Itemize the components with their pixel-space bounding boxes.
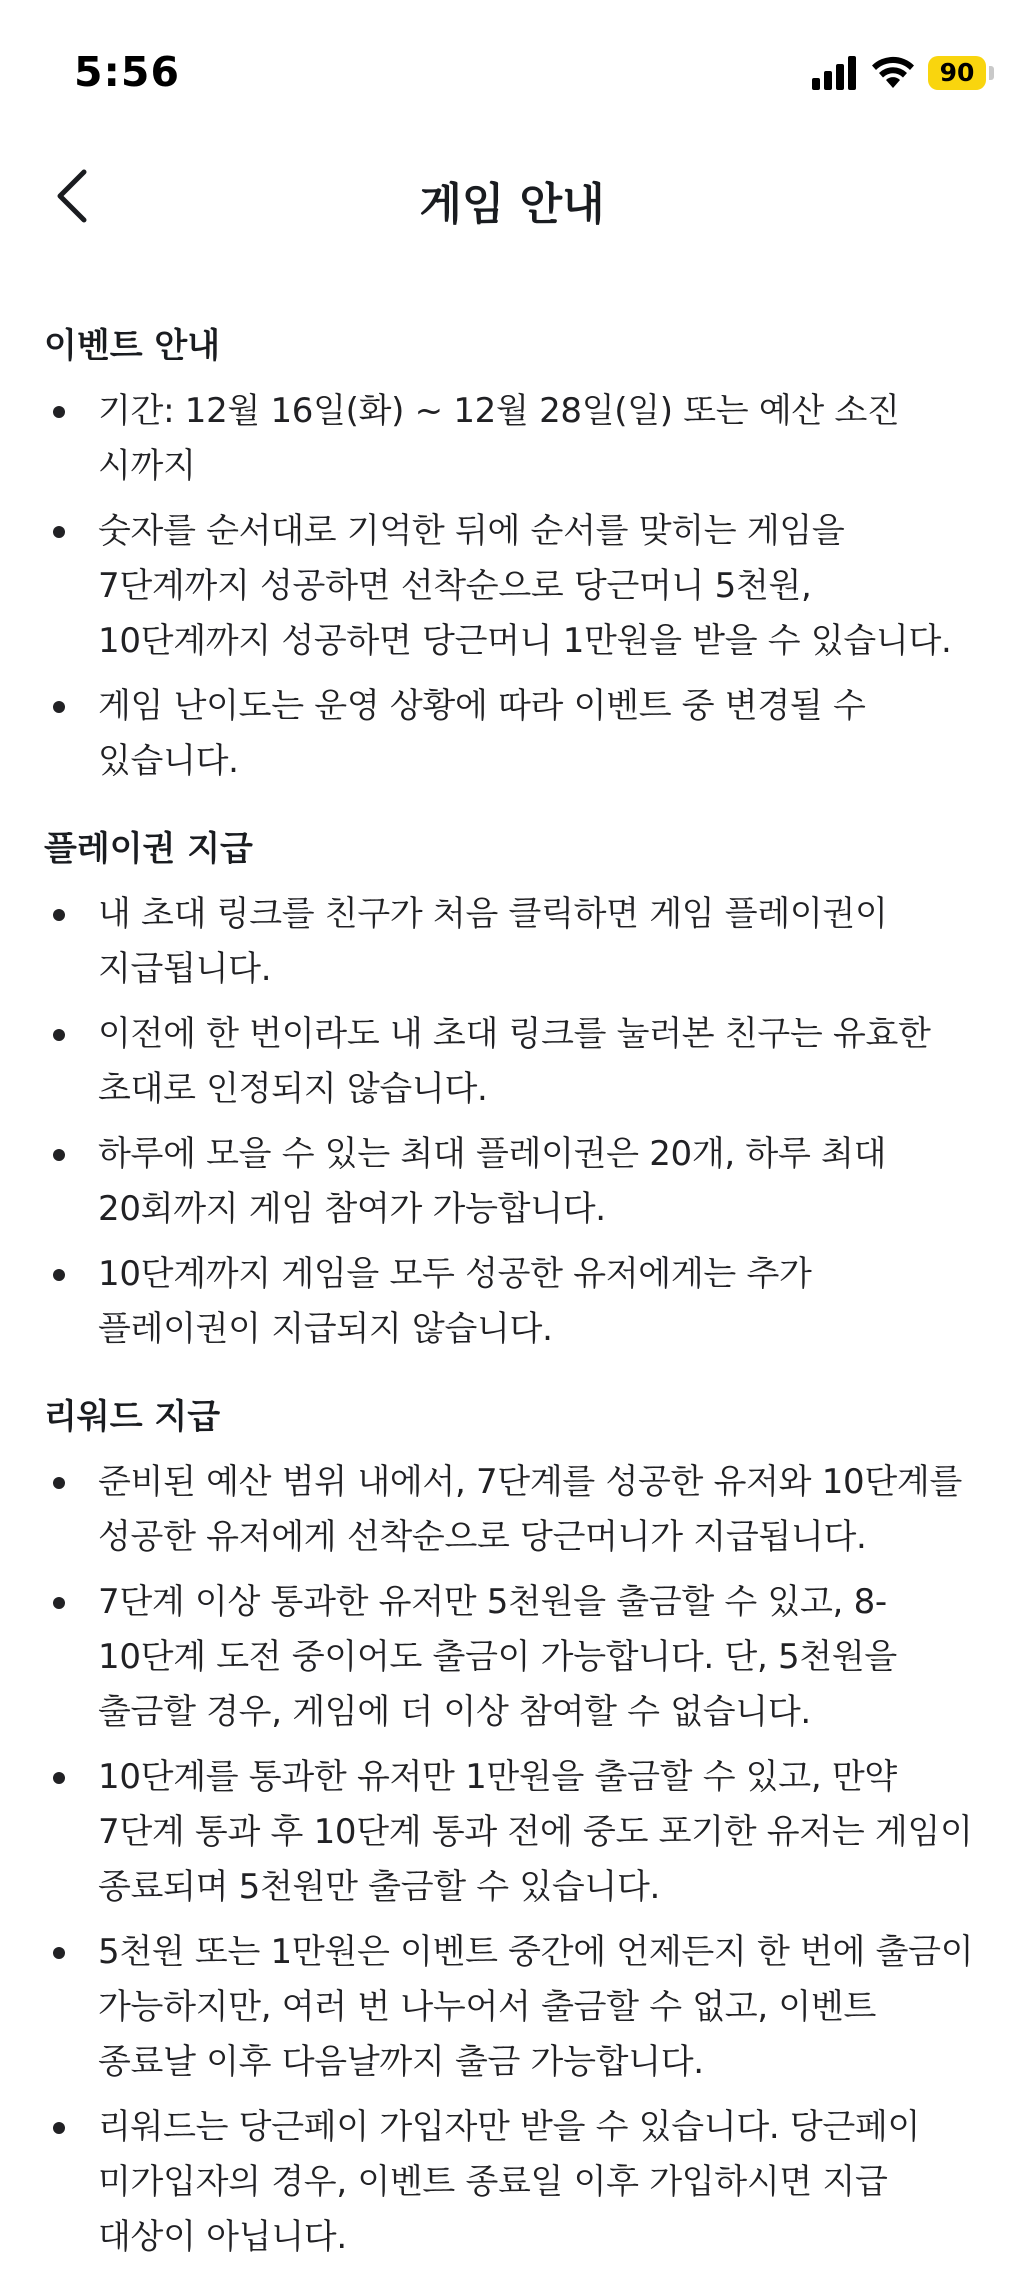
list-item <box>44 1247 984 1357</box>
section-play-tickets <box>44 819 984 1357</box>
bullet-dot <box>53 1772 65 1784</box>
list-item-text: 7단계 이상 통과한 유저만 5천원을 출금할 수 있고, 8-10단계 도전 중이어도 출금이 가능합니다. 단, 5천원을 출금할 경우, 게임에 더 이상 참여할 수 없습니다. <box>98 1582 897 1732</box>
battery-tip <box>989 66 994 80</box>
list-item-text: 준비된 예산 범위 내에서, 7단계를 성공한 유저와 10단계를 성공한 유저에게 선착순으로 당근머니가 지급됩니다. <box>98 1462 963 1557</box>
list-item <box>44 1750 984 1915</box>
bullet-list <box>44 887 984 1357</box>
nav-bar <box>0 140 1024 252</box>
content <box>44 316 984 2275</box>
signal-icon <box>812 56 860 90</box>
bullet-dot <box>53 1477 65 1489</box>
list-item-text: 내 초대 링크를 친구가 처음 클릭하면 게임 플레이권이 지급됩니다. <box>98 894 888 989</box>
list-item-text: 리워드는 당근페이 가입자만 받을 수 있습니다. 당근페이 미가입자의 경우, 이벤트 종료일 이후 가입하시면 지급 대상이 아닙니다. <box>98 2107 921 2257</box>
list-item <box>44 2100 984 2265</box>
list-item-text: 숫자를 순서대로 기억한 뒤에 순서를 맞히는 게임을 7단계까지 성공하면 선착순으로 당근머니 5천원, 10단계까지 성공하면 당근머니 1만원을 받을 수 있습니다. <box>98 511 952 661</box>
list-item-text: 이전에 한 번이라도 내 초대 링크를 눌러본 친구는 유효한 초대로 인정되지 않습니다. <box>98 1014 931 1109</box>
status-time: 5:56 <box>74 48 180 96</box>
bullet-dot <box>53 701 65 713</box>
bullet-dot <box>53 406 65 418</box>
section-title: 플레이권 지급 <box>44 829 253 869</box>
list-item <box>44 1455 984 1565</box>
list-item-text: 기간: 12월 16일(화) ~ 12월 28일(일) 또는 예산 소진 시까지 <box>98 391 900 486</box>
bullet-list <box>44 384 984 789</box>
wifi-icon <box>870 54 916 90</box>
page-title: 게임 안내 <box>419 179 605 230</box>
list-item <box>44 1007 984 1117</box>
list-item <box>44 1575 984 1740</box>
section-event-info <box>44 316 984 789</box>
battery-icon: 90 <box>928 56 986 90</box>
bullet-dot <box>53 526 65 538</box>
bullet-dot <box>53 1947 65 1959</box>
list-item-text: 게임 난이도는 운영 상황에 따라 이벤트 중 변경될 수 있습니다. <box>98 686 866 781</box>
bullet-dot <box>53 1149 65 1161</box>
list-item <box>44 887 984 997</box>
list-item-text: 하루에 모을 수 있는 최대 플레이권은 20개, 하루 최대 20회까지 게임 참여가 가능합니다. <box>98 1134 887 1229</box>
list-item <box>44 679 984 789</box>
bullet-dot <box>53 1269 65 1281</box>
bullet-list <box>44 1455 984 2265</box>
bullet-dot <box>53 1029 65 1041</box>
section-title: 이벤트 안내 <box>44 326 221 366</box>
section-title: 리워드 지급 <box>44 1397 221 1437</box>
list-item <box>44 1925 984 2090</box>
list-item <box>44 384 984 494</box>
list-item <box>44 504 984 669</box>
bullet-dot <box>53 1597 65 1609</box>
status-bar <box>0 0 1024 140</box>
list-item-text: 10단계를 통과한 유저만 1만원을 출금할 수 있고, 만약 7단계 통과 후 10단계 통과 전에 중도 포기한 유저는 게임이 종료되며 5천원만 출금할 수 있습니다. <box>98 1757 973 1907</box>
bullet-dot <box>53 909 65 921</box>
bullet-dot <box>53 2122 65 2134</box>
list-item <box>44 1127 984 1237</box>
section-reward <box>44 1387 984 2265</box>
list-item-text: 10단계까지 게임을 모두 성공한 유저에게는 추가 플레이권이 지급되지 않습니다. <box>98 1254 812 1349</box>
list-item-text: 5천원 또는 1만원은 이벤트 중간에 언제든지 한 번에 출금이 가능하지만, 여러 번 나누어서 출금할 수 없고, 이벤트 종료날 이후 다음날까지 출금 가능합니다. <box>98 1932 974 2082</box>
